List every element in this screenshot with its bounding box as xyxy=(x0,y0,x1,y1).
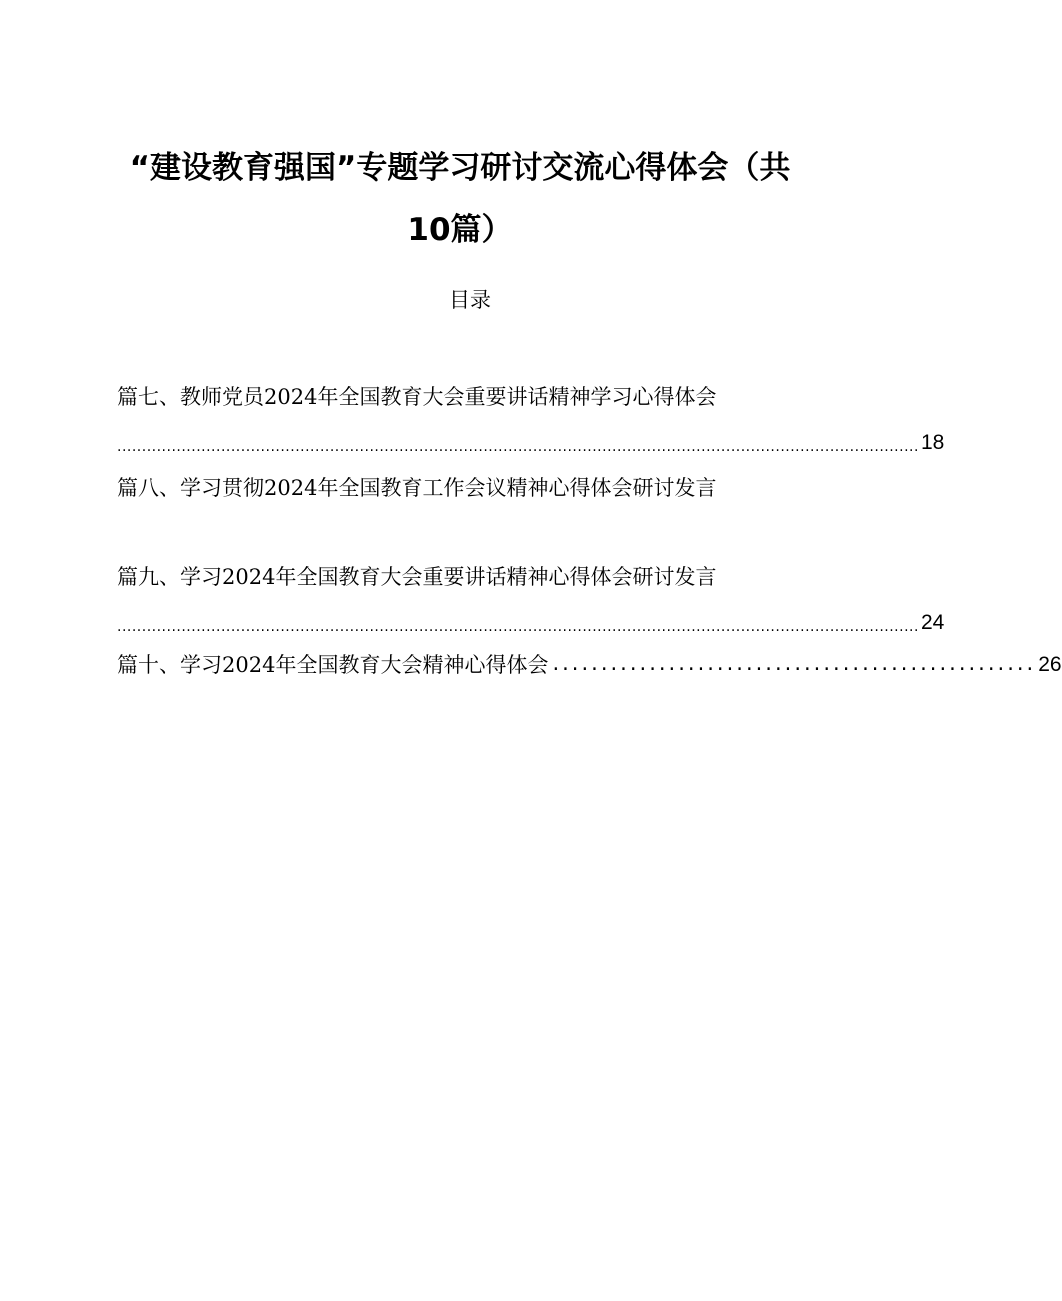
toc-entry-title: 篇九、学习2024年全国教育大会重要讲话精神心得体会研讨发言 xyxy=(117,565,717,589)
toc-page-number: 26 xyxy=(1038,653,1062,676)
toc-page-number: 18 xyxy=(920,431,945,454)
toc-dot-leader: .................................................................................................................................................................. xyxy=(117,439,919,455)
toc-entry-title: 篇八、学习贯彻2024年全国教育工作会议精神心得体会研讨发言 xyxy=(117,476,717,500)
toc-entry-7[interactable] xyxy=(117,382,945,458)
document-title xyxy=(0,137,920,261)
toc-leader-row xyxy=(117,608,945,638)
document-title-line-2: 10篇） xyxy=(407,212,513,248)
toc-page-number: 24 xyxy=(920,611,945,634)
toc-entry-9[interactable] xyxy=(117,562,945,638)
toc-dot-leader: .................................................. xyxy=(552,651,1037,675)
toc-entry-10[interactable] xyxy=(117,650,1062,680)
toc-entry-title: 篇七、教师党员2024年全国教育大会重要讲话精神学习心得体会 xyxy=(117,385,717,409)
document-title-line-1: “建设教育强国”专题学习研讨交流心得体会（共 xyxy=(129,150,791,186)
toc-heading: 目录 xyxy=(449,288,491,312)
toc-dot-leader: .................................................................................................................................................................. xyxy=(117,619,919,635)
toc-entry-8[interactable] xyxy=(117,473,819,503)
toc-entry-title: 篇十、学习2024年全国教育大会精神心得体会 xyxy=(117,653,549,677)
toc-leader-row xyxy=(117,428,945,458)
toc-inline-row xyxy=(117,650,1062,680)
